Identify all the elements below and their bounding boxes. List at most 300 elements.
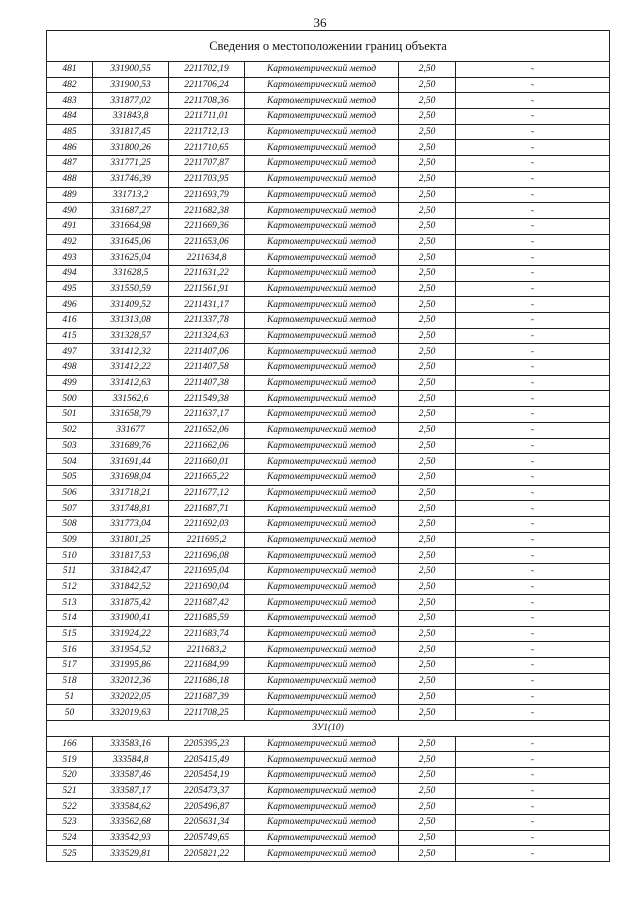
precision-cell: 2,50 [399,297,456,313]
table-row [47,360,610,376]
precision-cell: 2,50 [399,218,456,234]
page-number: 36 [313,15,327,30]
precision-cell: 2,50 [399,156,456,172]
table-row [47,407,610,423]
method-cell: Картометрический метод [245,846,399,862]
coordinate-y: 2211660,01 [169,454,245,470]
description-cell: - [456,564,610,580]
precision-cell: 2,50 [399,736,456,752]
precision-cell: 2,50 [399,93,456,109]
description-cell: - [456,752,610,768]
coordinate-y: 2211677,12 [169,485,245,501]
precision-cell: 2,50 [399,846,456,862]
point-number: 521 [47,783,93,799]
description-cell: - [456,328,610,344]
coordinate-x: 332012,36 [93,673,169,689]
table-row [47,532,610,548]
table-row [47,265,610,281]
precision-cell: 2,50 [399,752,456,768]
table-row [47,815,610,831]
precision-cell: 2,50 [399,62,456,78]
coordinate-x: 331900,55 [93,62,169,78]
coordinate-y: 2205749,65 [169,830,245,846]
table-row [47,156,610,172]
coordinate-x: 331677 [93,422,169,438]
method-cell: Картометрический метод [245,752,399,768]
point-number: 492 [47,234,93,250]
point-number: 485 [47,124,93,140]
precision-cell: 2,50 [399,140,456,156]
coordinate-y: 2211711,01 [169,109,245,125]
method-cell: Картометрический метод [245,234,399,250]
coordinate-y: 2211637,17 [169,407,245,423]
point-number: 487 [47,156,93,172]
coordinate-y: 2205473,37 [169,783,245,799]
coordinate-y: 2211692,03 [169,516,245,532]
coordinate-y: 2211652,06 [169,422,245,438]
table-row [47,344,610,360]
description-cell: - [456,171,610,187]
coordinate-y: 2211407,06 [169,344,245,360]
description-cell: - [456,532,610,548]
method-cell: Картометрический метод [245,799,399,815]
description-cell: - [456,516,610,532]
table-row [47,422,610,438]
description-cell: - [456,548,610,564]
coordinate-y: 2211665,22 [169,469,245,485]
method-cell: Картометрический метод [245,673,399,689]
point-number: 498 [47,360,93,376]
table-row [47,328,610,344]
coordinate-x: 333587,17 [93,783,169,799]
coordinate-x: 332022,05 [93,689,169,705]
description-cell: - [456,595,610,611]
precision-cell: 2,50 [399,77,456,93]
coordinate-x: 331691,44 [93,454,169,470]
method-cell: Картометрический метод [245,109,399,125]
description-cell: - [456,626,610,642]
coordinate-x: 333529,81 [93,846,169,862]
coordinate-y: 2211324,63 [169,328,245,344]
description-cell: - [456,344,610,360]
table-row [47,124,610,140]
table-row [47,313,610,329]
method-cell: Картометрический метод [245,438,399,454]
table-row [47,391,610,407]
coordinate-y: 2211708,36 [169,93,245,109]
point-number: 486 [47,140,93,156]
coordinate-y: 2211695,04 [169,564,245,580]
table-row [47,469,610,485]
coordinate-x: 331995,86 [93,658,169,674]
method-cell: Картометрический метод [245,485,399,501]
method-cell: Картометрический метод [245,77,399,93]
method-cell: Картометрический метод [245,501,399,517]
precision-cell: 2,50 [399,799,456,815]
point-number: 504 [47,454,93,470]
table-row [47,234,610,250]
point-number: 510 [47,548,93,564]
method-cell: Картометрический метод [245,767,399,783]
description-cell: - [456,375,610,391]
description-cell: - [456,360,610,376]
description-cell: - [456,250,610,266]
coordinate-y: 2211686,18 [169,673,245,689]
coordinate-x: 331689,76 [93,438,169,454]
description-cell: - [456,187,610,203]
precision-cell: 2,50 [399,579,456,595]
coordinate-y: 2211712,13 [169,124,245,140]
coordinate-y: 2211337,78 [169,313,245,329]
description-cell: - [456,77,610,93]
table-title-row [47,31,610,62]
table-row [47,846,610,862]
precision-cell: 2,50 [399,187,456,203]
method-cell: Картометрический метод [245,265,399,281]
method-cell: Картометрический метод [245,469,399,485]
precision-cell: 2,50 [399,469,456,485]
coordinate-y: 2211695,2 [169,532,245,548]
table-row [47,564,610,580]
table-row [47,642,610,658]
coordinate-x: 331718,21 [93,485,169,501]
coordinate-x: 331550,59 [93,281,169,297]
precision-cell: 2,50 [399,234,456,250]
description-cell: - [456,438,610,454]
precision-cell: 2,50 [399,407,456,423]
method-cell: Картометрический метод [245,281,399,297]
coordinate-x: 331412,32 [93,344,169,360]
precision-cell: 2,50 [399,767,456,783]
point-number: 517 [47,658,93,674]
point-number: 166 [47,736,93,752]
method-cell: Картометрический метод [245,375,399,391]
method-cell: Картометрический метод [245,297,399,313]
point-number: 496 [47,297,93,313]
description-cell: - [456,62,610,78]
point-number: 493 [47,250,93,266]
coordinate-y: 2211634,8 [169,250,245,266]
point-number: 497 [47,344,93,360]
description-cell: - [456,642,610,658]
coordinate-x: 331924,22 [93,626,169,642]
table-row [47,454,610,470]
precision-cell: 2,50 [399,516,456,532]
method-cell: Картометрический метод [245,516,399,532]
point-number: 481 [47,62,93,78]
description-cell: - [456,109,610,125]
precision-cell: 2,50 [399,705,456,721]
point-number: 495 [47,281,93,297]
description-cell: - [456,469,610,485]
description-cell: - [456,501,610,517]
point-number: 509 [47,532,93,548]
coordinate-x: 331954,52 [93,642,169,658]
method-cell: Картометрический метод [245,124,399,140]
method-cell: Картометрический метод [245,140,399,156]
method-cell: Картометрический метод [245,156,399,172]
description-cell: - [456,422,610,438]
table-row [47,767,610,783]
table-row [47,171,610,187]
coordinate-x: 331687,27 [93,203,169,219]
coordinate-y: 2211669,36 [169,218,245,234]
method-cell: Картометрический метод [245,642,399,658]
point-number: 515 [47,626,93,642]
description-cell: - [456,454,610,470]
point-number: 516 [47,642,93,658]
coordinate-x: 331746,39 [93,171,169,187]
coordinate-y: 2205821,22 [169,846,245,862]
method-cell: Картометрический метод [245,689,399,705]
table-row [47,516,610,532]
description-cell: - [456,93,610,109]
coordinate-y: 2211683,74 [169,626,245,642]
coordinate-y: 2205631,34 [169,815,245,831]
coordinate-x: 333584,62 [93,799,169,815]
method-cell: Картометрический метод [245,62,399,78]
point-number: 500 [47,391,93,407]
point-number: 490 [47,203,93,219]
method-cell: Картометрический метод [245,93,399,109]
method-cell: Картометрический метод [245,564,399,580]
method-cell: Картометрический метод [245,830,399,846]
table-row [47,689,610,705]
point-number: 416 [47,313,93,329]
point-number: 522 [47,799,93,815]
description-cell: - [456,767,610,783]
description-cell: - [456,689,610,705]
coordinate-x: 331625,04 [93,250,169,266]
coordinate-x: 331800,26 [93,140,169,156]
precision-cell: 2,50 [399,171,456,187]
coordinate-y: 2211687,42 [169,595,245,611]
coordinate-y: 2211696,08 [169,548,245,564]
precision-cell: 2,50 [399,689,456,705]
precision-cell: 2,50 [399,281,456,297]
description-cell: - [456,611,610,627]
description-cell: - [456,846,610,862]
coordinate-x: 333583,16 [93,736,169,752]
description-cell: - [456,579,610,595]
precision-cell: 2,50 [399,344,456,360]
coordinate-y: 2211683,2 [169,642,245,658]
coordinate-y: 2211702,19 [169,62,245,78]
table-row [47,501,610,517]
coordinate-y: 2211687,71 [169,501,245,517]
precision-cell: 2,50 [399,548,456,564]
boundary-coordinates-table [46,30,610,862]
precision-cell: 2,50 [399,658,456,674]
table-row [47,203,610,219]
coordinate-y: 2211662,06 [169,438,245,454]
point-number: 415 [47,328,93,344]
point-number: 488 [47,171,93,187]
description-cell: - [456,281,610,297]
table-row [47,579,610,595]
coordinate-y: 2211703,95 [169,171,245,187]
method-cell: Картометрический метод [245,391,399,407]
precision-cell: 2,50 [399,360,456,376]
table-row [47,375,610,391]
table-row [47,93,610,109]
point-number: 519 [47,752,93,768]
coordinate-x: 331817,53 [93,548,169,564]
coordinate-x: 331877,02 [93,93,169,109]
precision-cell: 2,50 [399,783,456,799]
precision-cell: 2,50 [399,830,456,846]
point-number: 482 [47,77,93,93]
coordinate-x: 331900,53 [93,77,169,93]
point-number: 514 [47,611,93,627]
method-cell: Картометрический метод [245,344,399,360]
description-cell: - [456,140,610,156]
description-cell: - [456,830,610,846]
method-cell: Картометрический метод [245,218,399,234]
description-cell: - [456,485,610,501]
coordinate-x: 333584,8 [93,752,169,768]
point-number: 512 [47,579,93,595]
precision-cell: 2,50 [399,642,456,658]
table-row [47,250,610,266]
coordinate-y: 2211549,38 [169,391,245,407]
precision-cell: 2,50 [399,532,456,548]
description-cell: - [456,218,610,234]
description-cell: - [456,313,610,329]
precision-cell: 2,50 [399,313,456,329]
table-row [47,752,610,768]
table-row [47,830,610,846]
coordinate-x: 331328,57 [93,328,169,344]
method-cell: Картометрический метод [245,579,399,595]
point-number: 508 [47,516,93,532]
point-number: 503 [47,438,93,454]
method-cell: Картометрический метод [245,171,399,187]
coordinate-x: 331645,06 [93,234,169,250]
coordinate-x: 331409,52 [93,297,169,313]
coordinate-x: 331817,45 [93,124,169,140]
point-number: 50 [47,705,93,721]
coordinate-y: 2211687,39 [169,689,245,705]
method-cell: Картометрический метод [245,422,399,438]
method-cell: Картометрический метод [245,360,399,376]
table-row [47,783,610,799]
precision-cell: 2,50 [399,438,456,454]
point-number: 523 [47,815,93,831]
precision-cell: 2,50 [399,250,456,266]
method-cell: Картометрический метод [245,313,399,329]
coordinate-y: 2211561,91 [169,281,245,297]
precision-cell: 2,50 [399,595,456,611]
coordinate-y: 2211684,99 [169,658,245,674]
coordinate-y: 2205415,49 [169,752,245,768]
coordinate-x: 331412,22 [93,360,169,376]
precision-cell: 2,50 [399,265,456,281]
table-row [47,62,610,78]
coordinate-y: 2211707,87 [169,156,245,172]
description-cell: - [456,156,610,172]
coordinate-x: 331842,47 [93,564,169,580]
method-cell: Картометрический метод [245,203,399,219]
description-cell: - [456,783,610,799]
table-row [47,297,610,313]
precision-cell: 2,50 [399,611,456,627]
point-number: 524 [47,830,93,846]
point-number: 483 [47,93,93,109]
coordinate-x: 331843,8 [93,109,169,125]
point-number: 489 [47,187,93,203]
coordinate-y: 2211710,65 [169,140,245,156]
point-number: 51 [47,689,93,705]
coordinate-y: 2211431,17 [169,297,245,313]
description-cell: - [456,297,610,313]
coordinate-x: 332019,63 [93,705,169,721]
precision-cell: 2,50 [399,328,456,344]
coordinate-x: 331773,04 [93,516,169,532]
method-cell: Картометрический метод [245,626,399,642]
description-cell: - [456,736,610,752]
method-cell: Картометрический метод [245,595,399,611]
table-row [47,705,610,721]
precision-cell: 2,50 [399,454,456,470]
method-cell: Картометрический метод [245,658,399,674]
coordinate-x: 331771,25 [93,156,169,172]
method-cell: Картометрический метод [245,407,399,423]
method-cell: Картометрический метод [245,187,399,203]
table-row [47,611,610,627]
precision-cell: 2,50 [399,124,456,140]
table-row [47,218,610,234]
coordinate-x: 331412,63 [93,375,169,391]
table-row [47,281,610,297]
table-row [47,438,610,454]
coordinate-y: 2211693,79 [169,187,245,203]
coordinate-y: 2211706,24 [169,77,245,93]
table-row [47,77,610,93]
coordinate-x: 331313,08 [93,313,169,329]
coordinate-x: 331801,25 [93,532,169,548]
description-cell: - [456,673,610,689]
point-number: 513 [47,595,93,611]
coordinate-x: 331875,42 [93,595,169,611]
precision-cell: 2,50 [399,391,456,407]
point-number: 494 [47,265,93,281]
precision-cell: 2,50 [399,815,456,831]
description-cell: - [456,815,610,831]
precision-cell: 2,50 [399,422,456,438]
table-row [47,140,610,156]
point-number: 525 [47,846,93,862]
coordinate-y: 2211653,06 [169,234,245,250]
description-cell: - [456,234,610,250]
precision-cell: 2,50 [399,626,456,642]
precision-cell: 2,50 [399,203,456,219]
method-cell: Картометрический метод [245,783,399,799]
precision-cell: 2,50 [399,501,456,517]
coordinate-x: 331900,41 [93,611,169,627]
point-number: 484 [47,109,93,125]
table-row [47,626,610,642]
point-number: 491 [47,218,93,234]
coordinate-x: 331698,04 [93,469,169,485]
precision-cell: 2,50 [399,673,456,689]
coordinate-x: 331748,81 [93,501,169,517]
precision-cell: 2,50 [399,109,456,125]
precision-cell: 2,50 [399,375,456,391]
point-number: 505 [47,469,93,485]
point-number: 511 [47,564,93,580]
point-number: 501 [47,407,93,423]
